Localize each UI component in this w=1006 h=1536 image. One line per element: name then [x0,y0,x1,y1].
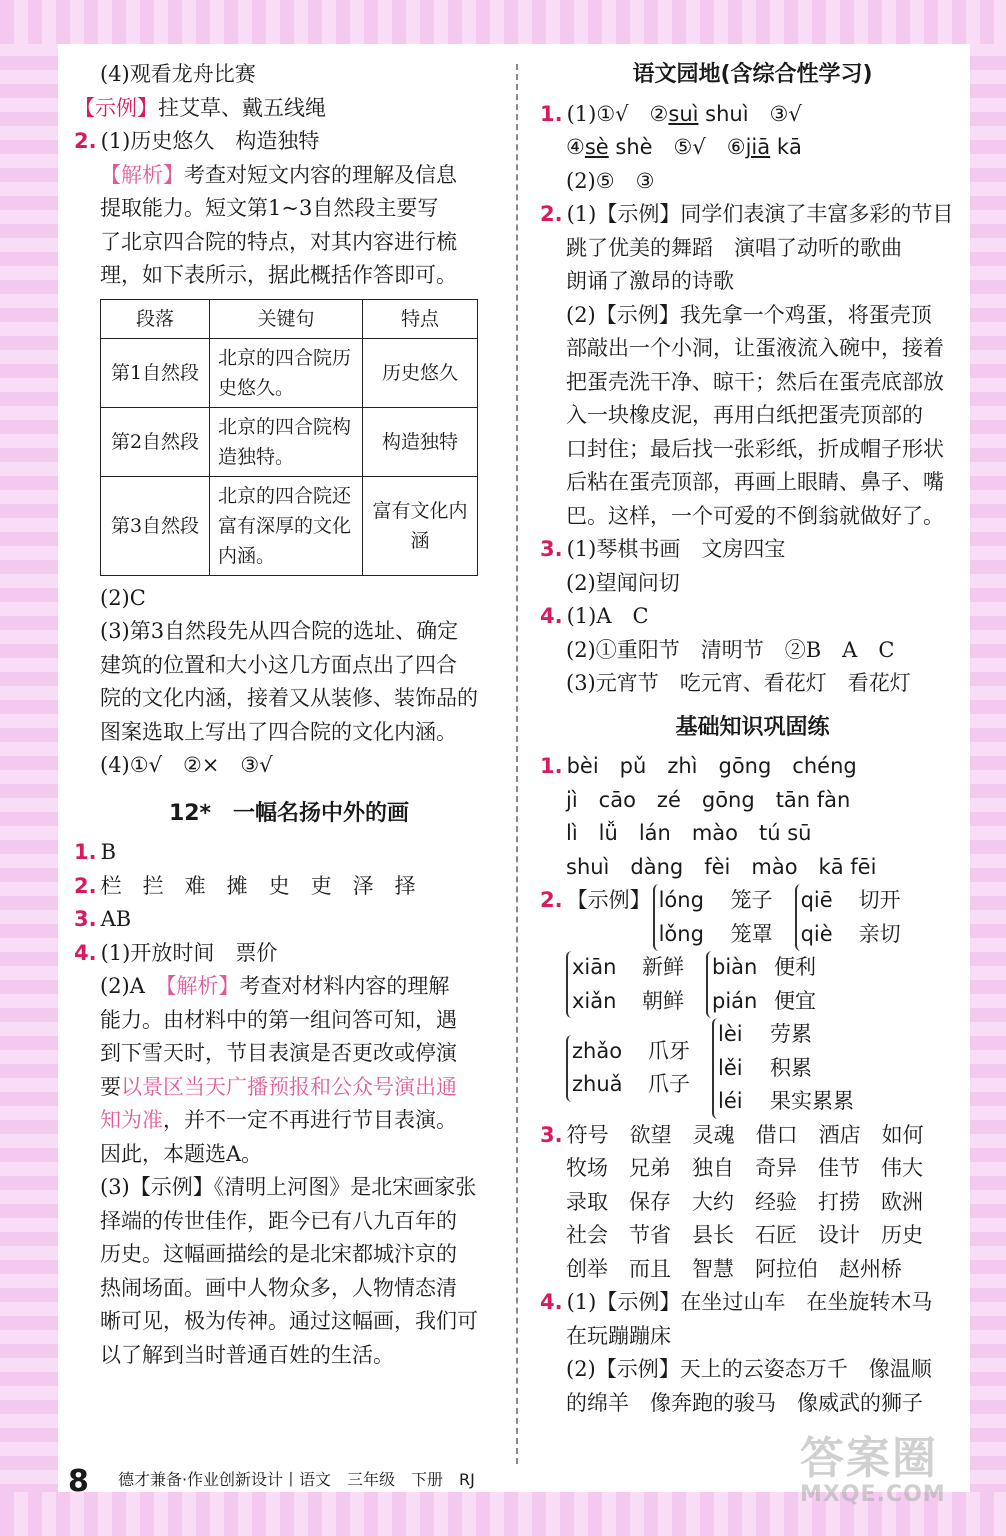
table-cell: 北京的四合院构造独特。 [210,407,363,476]
word-row: 社会 节省 县长 石匠 设计 历史 [566,1223,923,1247]
question-number: 2. [540,888,563,912]
question-1 [74,836,504,870]
word: 果实累累 [770,1089,854,1113]
paragraph-table [100,299,478,576]
question-number: 1. [74,840,97,864]
word: 朝鲜 [642,988,684,1013]
pinyin: zhǎo [572,1038,623,1063]
right-column [540,58,965,1420]
answer-line: (4)观看龙舟比赛 [100,62,256,86]
answer-line: 择端的传世佳作，距今已有八九百年的 [100,1208,457,1233]
analysis-text: 要 [100,1074,121,1099]
answer-line: 把蛋壳洗干净、晾干；然后在蛋壳底部放 [566,369,944,394]
example-tag: (3)【示例】 [100,1175,214,1199]
pinyin: sè [584,135,609,159]
answer-text: B [100,840,117,864]
question-2 [540,884,965,951]
highlight-text: 以景区当天广播预报和公众号演出通 [121,1074,457,1099]
answer-text: 我先拿一个鸡蛋，将蛋壳顶 [679,302,932,327]
answer-line: (2)望闻问切 [566,570,680,595]
analysis-text: 考查对短文内容的理解及信息 [184,162,457,187]
analysis-line [74,1104,504,1138]
table-cell: 富有文化内涵 [363,476,478,575]
answer-line [540,1353,965,1387]
answer-text: (1)①√ ② [566,101,669,126]
question-2 [74,870,504,904]
example-tag: 【示例】 [74,95,158,120]
answer-text: AB [100,907,132,931]
answer-line: (4)①√ ②× ③√ [100,753,273,777]
question-4 [540,600,965,634]
table-cell: 历史悠久 [363,338,478,407]
question-4 [74,937,504,971]
site-watermark [800,1422,990,1507]
example-tag: (2)【示例】 [566,1357,680,1381]
pinyin: bèi pǔ zhì gōng chéng [566,754,857,778]
answer-line: 建筑的位置和大小这几方面点出了四合 [100,652,457,677]
pinyin: zhuǎ [572,1072,623,1097]
question-number: 1. [540,754,563,778]
analysis-line: 能力。由材料中的第一组问答可知，遇 [100,1007,457,1032]
watermark-url: MXQE.COM [800,1482,946,1507]
word-group [795,884,901,951]
answer-line: 口封住；最后找一张彩纸，折成帽子形状 [566,436,944,461]
answer-line: 巴。这样，一个可爱的不倒翁就做好了。 [566,503,944,528]
question-number: 2. [74,129,97,153]
word-group [706,951,816,1018]
pinyin: lèi [718,1022,743,1046]
answer-text: (1)历史悠久 构造独特 [100,129,320,153]
word-row: 牧场 兄弟 独自 奇异 佳节 伟大 [566,1156,923,1180]
question-number: 3. [74,907,97,931]
word: 笼罩 [730,921,773,946]
word: 爪子 [648,1072,690,1097]
question-2 [540,198,965,232]
pinyin: biàn [712,955,758,979]
table-header: 段落 [101,299,210,338]
question-number: 2. [540,202,563,226]
example-tag: (2)【示例】 [566,302,680,327]
pinyin: xiǎn [572,988,617,1013]
table-cell: 北京的四合院还富有深厚的文化内涵。 [210,476,363,575]
analysis-line [74,1071,504,1105]
question-1 [540,750,965,784]
pinyin-line: shuì dàng fèi mào kā fēi [566,854,877,879]
table-cell: 第3自然段 [101,476,210,575]
analysis-line [74,159,504,193]
answer-line [74,970,504,1004]
word-row: 创举 而且 智慧 阿拉伯 赵州桥 [566,1256,902,1281]
highlight-text: 知为准 [100,1108,163,1132]
table-row [101,338,478,407]
table-header: 关键句 [210,299,363,338]
pinyin: xiān [572,955,617,979]
answer-line: 以了解到当时普通百姓的生活。 [100,1342,394,1367]
watermark-logo-text: 答案圈 [800,1433,938,1484]
example-tag: 【示例】 [566,888,651,912]
section-title: 语文园地(含综合性学习) [632,62,873,87]
answer-line: 部敲出一个小洞，让蛋液流入碗中，接着 [566,336,944,360]
analysis-line: 到下雪天时，节目表演是否更改或停演 [100,1041,457,1065]
question-number: 4. [540,604,563,628]
word-group [566,1035,690,1102]
question-2-label [540,884,651,918]
table-row [101,407,478,476]
answer-text: 在坐过山车 在坐旋转木马 [680,1290,933,1314]
answer-text: 《清明上河图》是北宋画家张 [213,1175,477,1199]
section-title: 基础知识巩固练 [675,714,830,740]
pinyin: lóng [658,888,704,912]
word: 劳累 [770,1022,812,1046]
page-border-left [0,0,58,1536]
pinyin: qiè [800,921,833,946]
answer-line: (2)⑤ ③ [566,168,655,193]
answer-line: 的绵羊 像奔跑的骏马 像威武的狮子 [566,1390,923,1415]
answer-line: 朗诵了激昂的诗歌 [566,269,734,293]
answer-text: (1)A C [566,604,649,628]
answer-line [74,92,504,126]
word: 积累 [770,1055,812,1080]
pinyin: kā [770,135,802,159]
question-1 [540,98,965,132]
answer-line: (2)①重阳节 清明节 ②B A C [566,637,895,662]
answer-line: 在玩蹦蹦床 [566,1323,671,1348]
question-number: 4. [74,940,97,965]
word: 爪牙 [648,1038,690,1063]
word: 笼子 [730,888,773,912]
answer-line: 历史。这幅画描绘的是北宋都城汴京的 [100,1242,457,1266]
question-number: 2. [74,873,97,898]
analysis-text: ，并不一定不再进行节目表演。 [163,1108,457,1132]
answer-line: (2)C [100,585,146,610]
answer-line: (3)元宵节 吃元宵、看花灯 看花灯 [566,671,911,695]
answer-line [540,131,965,165]
pinyin: pián [712,988,758,1013]
analysis-tag: 【解析】 [165,974,240,998]
analysis-line: 理，如下表所示，据此概括作答即可。 [100,263,457,287]
page-footer [68,1464,475,1499]
answer-line: 入一块橡皮泥，再用白纸把蛋壳顶部的 [566,403,923,427]
question-2 [74,125,504,159]
answer-line: 图案选取上写出了四合院的文化内涵。 [100,719,457,744]
pinyin: lǒng [658,921,704,946]
table-cell: 第2自然段 [101,407,210,476]
answer-text: 栏 拦 难 摊 史 吏 泽 择 [100,873,416,898]
page-border-right [970,0,1006,1536]
analysis-line: 了北京四合院的特点，对其内容进行梳 [100,229,457,254]
analysis-tag: 【解析】 [100,162,184,187]
pinyin-line: jì cāo zé gōng tān fàn [566,787,851,812]
answer-text: 天上的云姿态万千 像温顺 [679,1357,932,1381]
analysis-text: 考查对材料内容的理解 [239,974,450,998]
column-divider [516,64,518,1464]
question-number: 3. [540,537,563,561]
answer-line: 热闹场面。画中人物众多，人物情态清 [100,1275,457,1300]
table-cell: 北京的四合院历史悠久。 [210,338,363,407]
word: 新鲜 [642,955,684,979]
book-title: 德才兼备·作业创新设计丨语文 三年级 下册 RJ [117,1470,475,1489]
pinyin: shuì ③√ [698,101,802,126]
question-4 [540,1286,965,1320]
question-number: 3. [540,1122,563,1147]
pinyin: suì [668,101,699,126]
pinyin: lěi [718,1055,743,1080]
pinyin-line: lì lǚ lán mào tú sū [566,821,812,845]
word: 便宜 [774,988,816,1013]
pinyin: jiā [745,135,771,159]
word-row: 符号 欲望 灵魂 借口 酒店 如何 [566,1122,924,1147]
word-group [653,884,773,951]
question-number: 4. [540,1290,563,1314]
lesson-title: 12* 一幅名扬中外的画 [168,800,410,826]
pinyin: qiē [800,888,833,912]
answer-line: 晰可见，极为传神。通过这幅画，我们可 [100,1309,478,1333]
answer-text: (1)开放时间 票价 [100,940,278,965]
analysis-line: 因此，本题选A。 [100,1141,263,1166]
page-border-top [0,0,1006,44]
answer-text: (1)琴棋书画 文房四宝 [566,537,786,561]
word: 切开 [858,888,901,912]
question-3 [540,533,965,567]
question-3 [74,903,504,937]
left-column [74,58,504,1372]
word-group [712,1018,854,1119]
pinyin: léi [718,1089,743,1113]
table-header: 特点 [363,299,478,338]
word-group-row [566,1018,965,1119]
word: 便利 [774,955,816,979]
answer-text: ④ [566,135,585,159]
question-3 [540,1119,965,1153]
answer-line [540,299,965,333]
answer-line: 跳了优美的舞蹈 演唱了动听的歌曲 [566,235,902,260]
word-group [566,951,684,1018]
answer-line: 院的文化内涵，接着又从装修、装饰品的 [100,686,478,710]
example-tag: (1)【示例】 [566,202,681,226]
answer-text: 拄艾草、戴五线绳 [158,95,326,120]
answer-text: (2)A [100,974,145,998]
table-row [101,476,478,575]
answer-line: 后粘在蛋壳顶部，再画上眼睛、鼻子、嘴 [566,470,944,494]
page-number: 8 [68,1464,89,1499]
answer-line: (3)第3自然段先从四合院的选址、确定 [100,619,459,643]
answer-line [74,1171,504,1205]
example-tag: (1)【示例】 [566,1290,681,1314]
analysis-line: 提取能力。短文第1~3自然段主要写 [100,196,439,220]
question-number: 1. [540,101,563,126]
word: 亲切 [858,921,901,946]
table-cell: 第1自然段 [101,338,210,407]
answer-text: 同学们表演了丰富多彩的节目 [680,202,954,226]
word-group-row [566,951,965,1018]
table-header-row [101,299,478,338]
word-row: 录取 保存 大约 经验 打捞 欧洲 [566,1189,923,1214]
pinyin: shè ⑤√ ⑥ [608,135,746,159]
table-cell: 构造独特 [363,407,478,476]
